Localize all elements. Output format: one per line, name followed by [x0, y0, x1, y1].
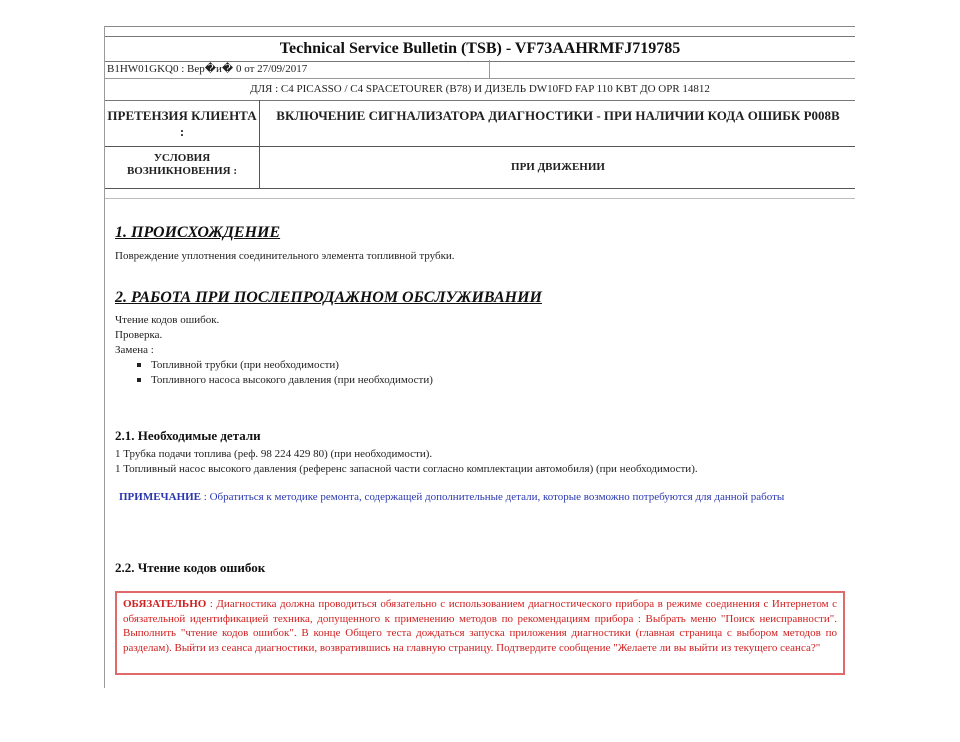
- replace-list: [137, 358, 433, 388]
- list-item: Топливной трубки (при необходимости): [137, 358, 433, 373]
- section-parts-title: 2.1. Необходимые детали: [115, 428, 261, 443]
- mandatory-text-block: [123, 597, 837, 655]
- claim-value: ВКЛЮЧЕНИЕ СИГНАЛИЗАТОРА ДИАГНОСТИКИ - ПРИ НАЛИЧИИ КОДА ОШИБК P008B: [276, 108, 840, 123]
- bulletin-title: Technical Service Bulletin (TSB) - VF73AAHRMFJ719785: [105, 36, 855, 62]
- service-line-read-codes: Чтение кодов ошибок.: [115, 314, 220, 326]
- conditions-label: УСЛОВИЯ ВОЗНИКНОВЕНИЯ :: [105, 146, 260, 188]
- conditions-row: [105, 146, 855, 188]
- vehicle-applicability: ДЛЯ : C4 PICASSO / C4 SPACETOURER (B78) И ДИЗЕЛЬ DW10FD FAP 110 KBT ДО OPR 14812: [105, 78, 855, 101]
- parts-line-pump: 1 Топливный насос высокого давления (референс запасной части согласно комплектации автомобиля) (при необходимости).: [115, 463, 698, 475]
- mandatory-text: : Диагностика должна проводиться обязательно с использованием диагностического прибора в режиме соединения с Интернетом с обязательной идентификацией техника, допущенного к применению методов по рекомендациям прибора : Выбрать меню "Поиск неисправности". Выполнить "чтение кодов ошибок". В конце Общего теста дождаться запуска приложения диагностики (главная страница с выбором методов по разделам). Выйти из сеанса диагностики, возвратившись на главную страницу. Подтвердите сообщение "Желаете ли вы выйти из текущего сеанса?": [123, 598, 837, 654]
- claim-row: [105, 100, 855, 147]
- service-line-check: Проверка.: [115, 329, 163, 341]
- parts-line-tube: 1 Трубка подачи топлива (реф. 98 224 429 80) (при необходимости).: [115, 448, 433, 460]
- mandatory-box: [115, 591, 845, 675]
- claim-table: [105, 100, 855, 189]
- bullet-icon: [137, 378, 141, 382]
- version-text: B1HW01GKQ0 : Вер�и� 0 от 27/09/2017: [107, 60, 490, 78]
- version-row: [105, 60, 855, 79]
- service-line-replace: Замена :: [115, 344, 154, 356]
- section-read-codes-title: 2.2. Чтение кодов ошибок: [115, 560, 266, 575]
- list-item: Топливного насоса высокого давления (при необходимости): [137, 373, 433, 388]
- mandatory-label: ОБЯЗАТЕЛЬНО: [123, 598, 207, 610]
- section-origin-text: Повреждение уплотнения соединительного элемента топливной трубки.: [115, 250, 455, 262]
- claim-label: ПРЕТЕНЗИЯ КЛИЕНТА :: [105, 100, 260, 146]
- conditions-value: ПРИ ДВИЖЕНИИ: [511, 161, 605, 173]
- note-label: ПРИМЕЧАНИЕ: [119, 491, 202, 503]
- section-divider: [105, 198, 855, 199]
- section-service-title: 2. РАБОТА ПРИ ПОСЛЕПРОДАЖНОМ ОБСЛУЖИВАНИИ: [115, 289, 542, 306]
- bullet-icon: [137, 363, 141, 367]
- top-divider: [105, 26, 855, 27]
- bulletin-page: [104, 26, 855, 688]
- note-block: [119, 490, 844, 505]
- section-origin-title: 1. ПРОИСХОЖДЕНИЕ: [115, 224, 281, 241]
- note-text: : Обратиться к методике ремонта, содержащей дополнительные детали, которые возможно потребуются для данной работы: [201, 491, 785, 503]
